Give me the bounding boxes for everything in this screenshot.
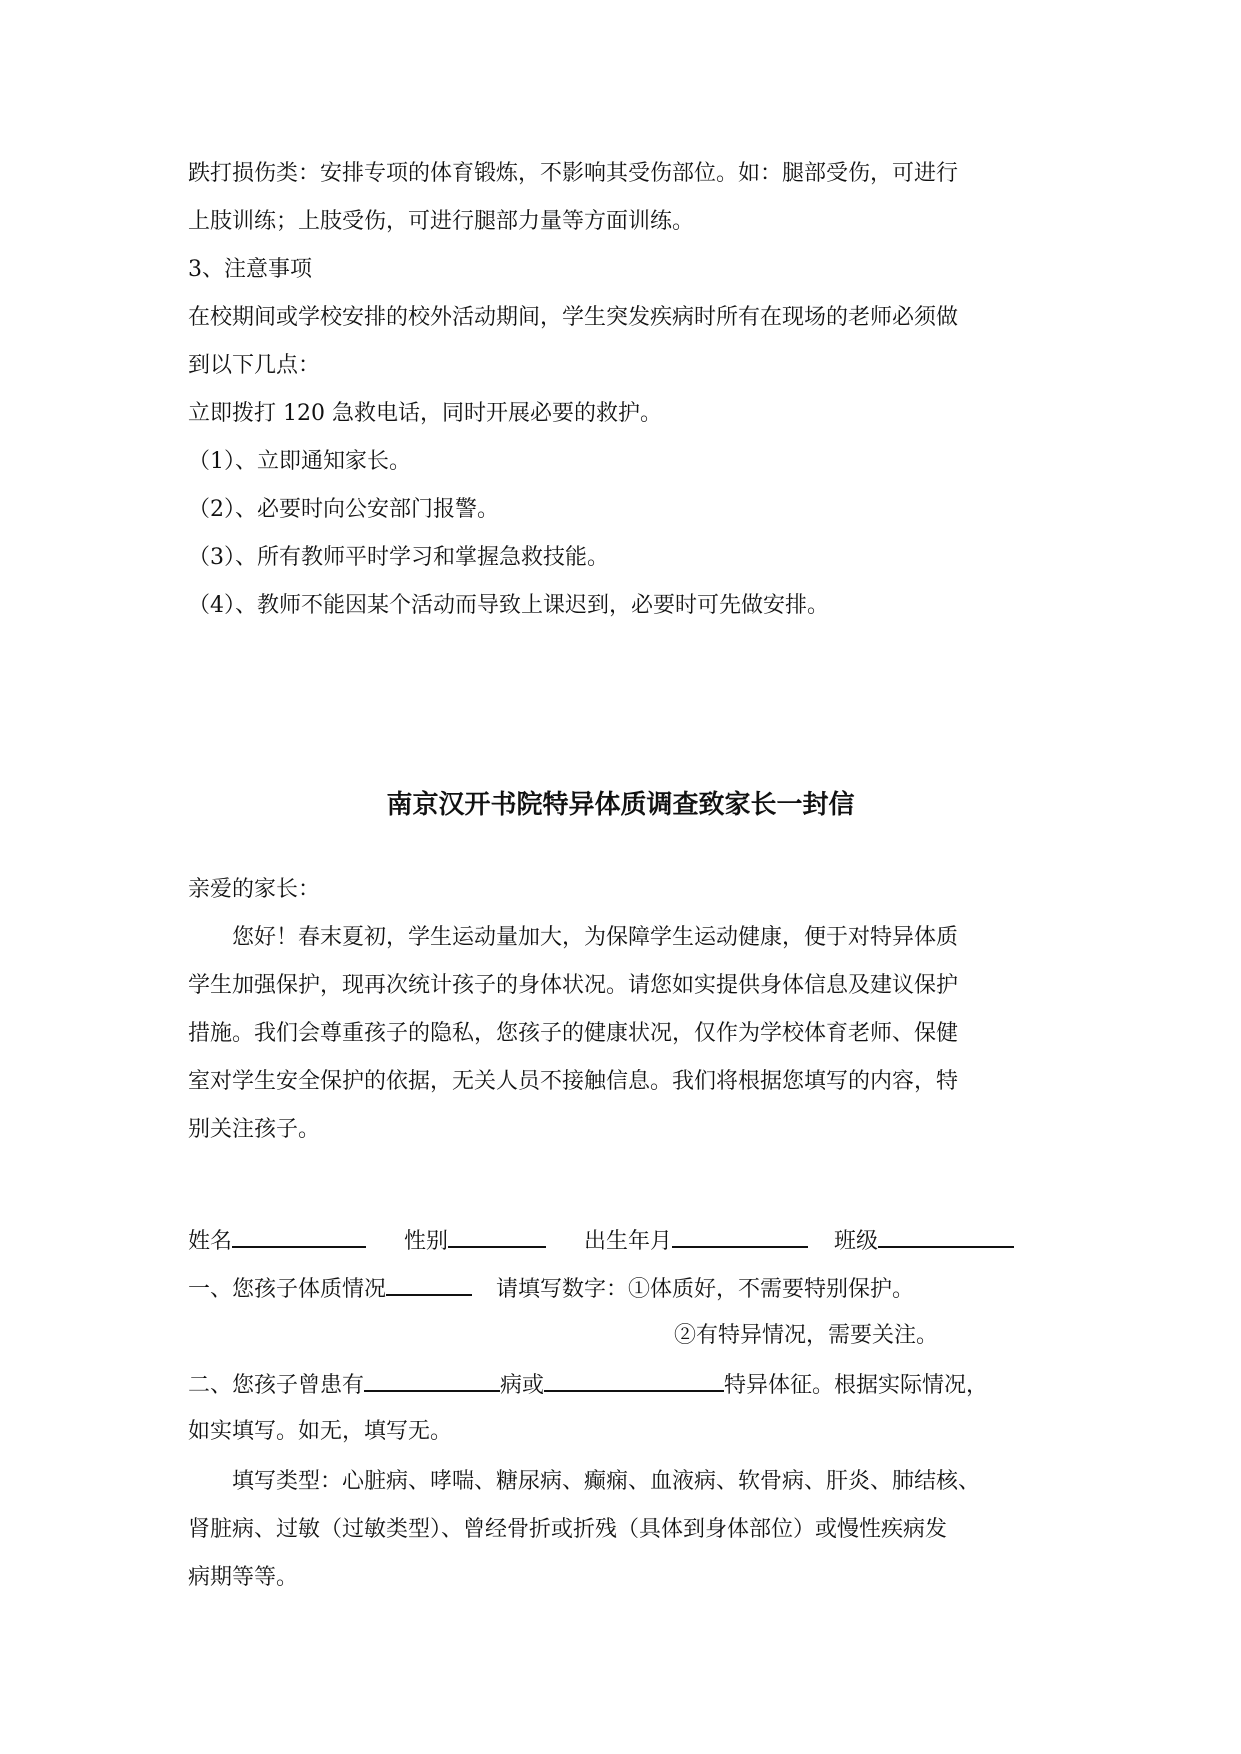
emergency-call-line: 立即拨打 120 急救电话，同时开展必要的救护。 [188, 401, 662, 426]
list-item: （3）、所有教师平时学习和掌握急救技能。 [188, 545, 609, 570]
injury-text-line-1: 跌打损伤类：安排专项的体育锻炼，不影响其受伤部位。如：腿部受伤，可进行 [188, 161, 959, 186]
list-item: （1）、立即通知家长。 [188, 449, 411, 474]
q1-hint-2: ②有特异情况，需要关注。 [674, 1323, 939, 1348]
question-1-row [188, 1264, 1068, 1312]
birth-blank[interactable] [672, 1216, 808, 1248]
list-item: （2）、必要时向公安部门报警。 [188, 497, 499, 522]
form-info-row [188, 1216, 1068, 1264]
q1-blank[interactable] [386, 1264, 472, 1296]
q2-suffix: 特异体征。根据实际情况， [724, 1373, 989, 1398]
notes-paragraph-line-1: 在校期间或学校安排的校外活动期间，学生突发疾病时所有在现场的老师必须做 [188, 305, 959, 330]
gender-blank[interactable] [448, 1216, 546, 1248]
question-2-row [188, 1360, 1068, 1408]
name-blank[interactable] [232, 1216, 366, 1248]
q1-label: 一、您孩子体质情况 [188, 1277, 387, 1302]
q1-hint: 请填写数字：①体质好，不需要特别保护。 [496, 1277, 915, 1302]
class-label: 班级 [834, 1229, 879, 1254]
notes-paragraph-line-2: 到以下几点： [188, 353, 321, 378]
birth-label: 出生年月 [584, 1229, 673, 1254]
q2-line-2: 如实填写。如无，填写无。 [188, 1419, 453, 1444]
letter-body-line: 室对学生安全保护的依据，无关人员不接触信息。我们将根据您填写的内容，特 [188, 1069, 959, 1094]
notes-heading: 3、注意事项 [188, 257, 312, 282]
types-line: 病期等等。 [188, 1565, 299, 1590]
salutation: 亲爱的家长： [188, 877, 321, 902]
letter-body-line: 您好！春末夏初，学生运动量加大，为保障学生运动健康，便于对特异体质 [232, 925, 959, 950]
letter-body-line: 措施。我们会尊重孩子的隐私，您孩子的健康状况，仅作为学校体育老师、保健 [188, 1021, 959, 1046]
q2-disease-blank[interactable] [364, 1360, 500, 1392]
types-line: 肾脏病、过敏（过敏类型）、曾经骨折或折残（具体到身体部位）或慢性疾病发 [188, 1517, 948, 1542]
q2-mid: 病或 [500, 1373, 545, 1398]
q2-condition-blank[interactable] [544, 1360, 724, 1392]
letter-body-line: 学生加强保护，现再次统计孩子的身体状况。请您如实提供身体信息及建议保护 [188, 973, 959, 998]
injury-text-line-2: 上肢训练；上肢受伤，可进行腿部力量等方面训练。 [188, 209, 695, 234]
letter-body-line: 别关注孩子。 [188, 1117, 321, 1142]
q2-prefix: 二、您孩子曾患有 [188, 1373, 365, 1398]
list-item: （4）、教师不能因某个活动而导致上课迟到，必要时可先做安排。 [188, 593, 829, 618]
name-label: 姓名 [188, 1229, 233, 1254]
types-line: 填写类型：心脏病、哮喘、糖尿病、癫痫、血液病、软骨病、肝炎、肺结核、 [232, 1469, 981, 1494]
letter-title: 南京汉开书院特异体质调查致家长一封信 [386, 790, 855, 820]
gender-label: 性别 [404, 1229, 449, 1254]
class-blank[interactable] [878, 1216, 1014, 1248]
